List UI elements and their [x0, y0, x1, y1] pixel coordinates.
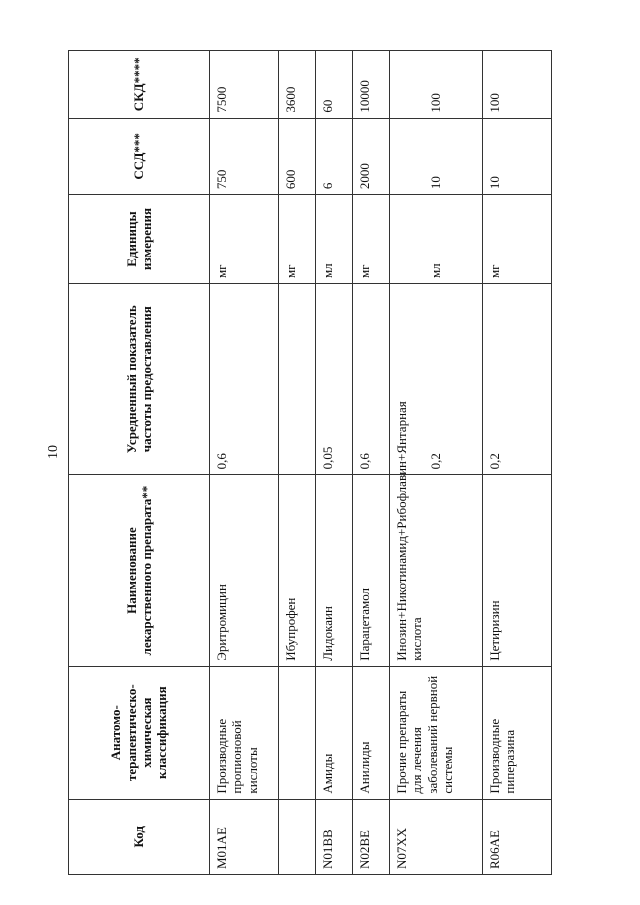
- cell-frequency: 0,2: [483, 284, 552, 475]
- header-atc-classification: Анатомо-терапевтическо-химическая классификация: [69, 666, 210, 799]
- cell-ssd: 750: [210, 118, 279, 195]
- cell-drug-name: Цетиризин: [483, 475, 552, 666]
- cell-drug-name: Парацетамол: [353, 475, 390, 666]
- table-row: [483, 51, 552, 875]
- cell-skd: 10000: [353, 51, 390, 119]
- cell-classification: [279, 666, 316, 799]
- cell-unit: мг: [210, 195, 279, 284]
- cell-frequency: 0,6: [353, 284, 390, 475]
- header-drug-name: Наименование лекарственного препарата**: [69, 475, 210, 666]
- cell-unit: мл: [390, 195, 483, 284]
- cell-frequency: [279, 284, 316, 475]
- cell-skd: 7500: [210, 51, 279, 119]
- cell-classification: Амиды: [316, 666, 353, 799]
- cell-ssd: 10: [483, 118, 552, 195]
- header-skd: СКД****: [69, 51, 210, 119]
- cell-ssd: 600: [279, 118, 316, 195]
- cell-skd: 100: [483, 51, 552, 119]
- cell-frequency: 0,2: [390, 284, 483, 475]
- cell-ssd: 2000: [353, 118, 390, 195]
- cell-classification: Анилиды: [353, 666, 390, 799]
- cell-unit: мг: [353, 195, 390, 284]
- cell-unit: мг: [483, 195, 552, 284]
- cell-skd: 100: [390, 51, 483, 119]
- cell-drug-name: Инозин+Никотинамид+Рибофлавин+Янтарная кислота: [390, 475, 483, 666]
- cell-code: M01AE: [210, 799, 279, 874]
- cell-unit: мг: [279, 195, 316, 284]
- cell-code: N02BE: [353, 799, 390, 874]
- cell-classification: Прочие препараты для лечения заболеваний нервной системы: [390, 666, 483, 799]
- cell-code: [279, 799, 316, 874]
- cell-frequency: 0,05: [316, 284, 353, 475]
- header-units: Единицы измерения: [69, 195, 210, 284]
- cell-code: R06AE: [483, 799, 552, 874]
- cell-frequency: 0,6: [210, 284, 279, 475]
- cell-skd: 60: [316, 51, 353, 119]
- table-row: [353, 51, 390, 875]
- cell-code: N07XX: [390, 799, 483, 874]
- cell-ssd: 6: [316, 118, 353, 195]
- cell-drug-name: Лидокаин: [316, 475, 353, 666]
- page-number: 10: [46, 445, 61, 459]
- cell-drug-name: Ибупрофен: [279, 475, 316, 666]
- cell-classification: Производные пропионовой кислоты: [210, 666, 279, 799]
- header-ssd: ССД***: [69, 118, 210, 195]
- table-header-row: [69, 51, 210, 875]
- header-average-frequency: Усредненный показатель частоты предоставления: [69, 284, 210, 475]
- table-row: [390, 51, 483, 875]
- drug-table: [68, 50, 552, 875]
- cell-unit: мл: [316, 195, 353, 284]
- cell-drug-name: Эритромицин: [210, 475, 279, 666]
- table-row: [210, 51, 279, 875]
- cell-classification: Производные пиперазина: [483, 666, 552, 799]
- table-row: [279, 51, 316, 875]
- rotated-table-container: [68, 50, 568, 875]
- header-code: Код: [69, 799, 210, 874]
- cell-ssd: 10: [390, 118, 483, 195]
- cell-code: N01BB: [316, 799, 353, 874]
- table-row: [316, 51, 353, 875]
- cell-skd: 3600: [279, 51, 316, 119]
